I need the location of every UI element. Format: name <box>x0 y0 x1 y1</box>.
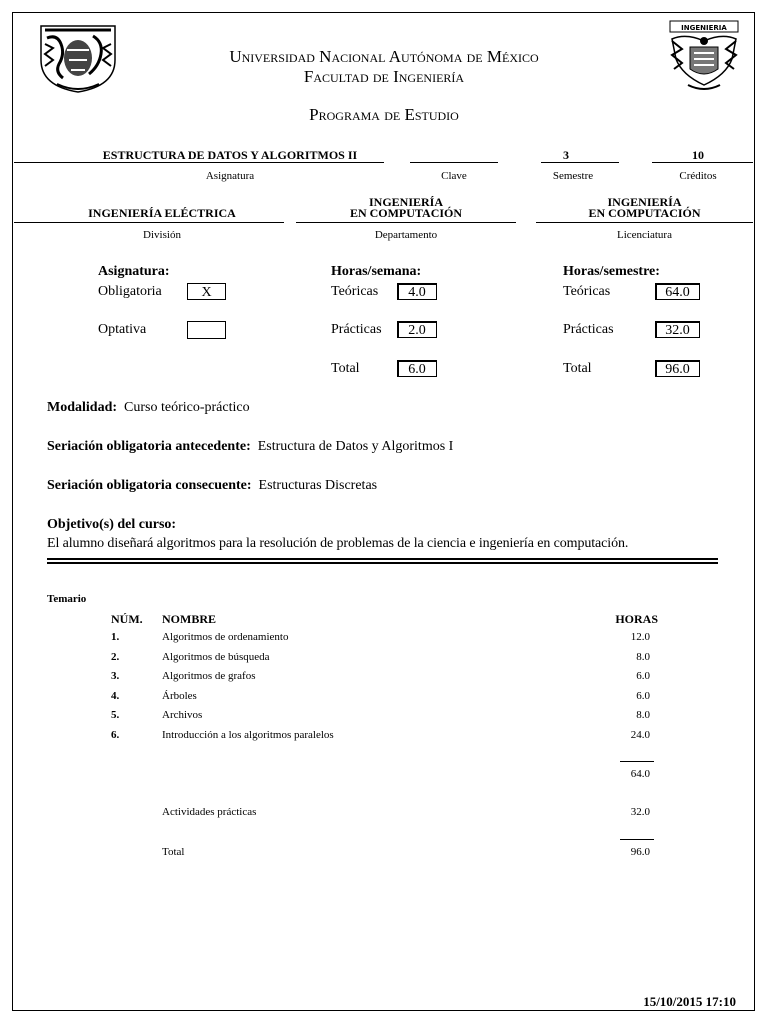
antecedente-row <box>47 439 453 455</box>
unam-logo <box>37 20 119 94</box>
modalidad-value: Curso teórico-práctico <box>124 400 250 415</box>
activities-hours: 32.0 <box>630 806 650 818</box>
antecedente-value: Estructura de Datos y Algoritmos I <box>257 439 454 454</box>
key-line <box>410 162 498 163</box>
university-name: Universidad Nacional Autónoma de México <box>229 47 539 66</box>
degree-line <box>536 222 753 223</box>
semana-teoricas-label: Teóricas <box>331 284 379 299</box>
key-label: Clave <box>441 170 467 182</box>
credits-value: 10 <box>692 148 704 162</box>
temario-row-num: 2. <box>111 651 120 663</box>
consecuente-label: Seriación obligatoria consecuente: <box>47 478 252 493</box>
optativa-box <box>187 321 226 339</box>
obligatoria-label: Obligatoria <box>98 284 162 299</box>
temario-row-name: Algoritmos de ordenamiento <box>162 631 289 643</box>
subject-label: Asignatura <box>205 170 255 182</box>
semester-label: Semestre <box>552 170 594 182</box>
total-label: Total <box>162 846 185 858</box>
antecedente-label: Seriación obligatoria antecedente: <box>47 439 251 454</box>
division-line <box>14 222 284 223</box>
semester-line <box>541 162 619 163</box>
semana-total-label: Total <box>331 361 360 376</box>
consecuente-value: Estructuras Discretas <box>258 478 378 493</box>
semana-practicas-box: 2.0 <box>397 321 437 338</box>
temario-row-num: 6. <box>111 729 120 741</box>
modalidad-row <box>47 400 250 416</box>
semana-practicas-label: Prácticas <box>331 322 382 337</box>
division-value: INGENIERÍA ELÉCTRICA <box>88 206 236 220</box>
semester-value: 3 <box>563 148 569 162</box>
temario-row-name: Algoritmos de búsqueda <box>162 651 270 663</box>
objetivo-text: El alumno diseñará algoritmos para la resolución de problemas de la ciencia e ingeniería en computación. <box>47 536 629 551</box>
horas-semestre-title: Horas/semestre: <box>563 264 660 279</box>
temario-row-hours: 12.0 <box>630 631 650 643</box>
degree-value-l2: EN COMPUTACIÓN <box>588 206 701 220</box>
department-label: Departamento <box>374 229 438 241</box>
semestre-teoricas-label: Teóricas <box>563 284 611 299</box>
department-value-l2: EN COMPUTACIÓN <box>349 206 463 220</box>
separator-top <box>47 558 718 560</box>
subtotal-line <box>620 761 654 762</box>
temario-row-hours: 8.0 <box>636 651 650 663</box>
division-label: División <box>143 229 181 241</box>
semana-teoricas-box: 4.0 <box>397 283 437 300</box>
degree-label: Licenciatura <box>617 229 672 241</box>
temario-row-hours: 24.0 <box>630 729 650 741</box>
temario-row-num: 5. <box>111 709 120 721</box>
temario-col-name: NOMBRE <box>162 612 216 626</box>
temario-row-num: 3. <box>111 670 120 682</box>
subtotal-hours: 64.0 <box>630 768 650 780</box>
obligatoria-box: X <box>187 283 226 300</box>
ingenieria-logo <box>666 19 742 95</box>
semestre-teoricas-box: 64.0 <box>655 283 700 300</box>
temario-row-name: Archivos <box>162 709 203 721</box>
semestre-total-label: Total <box>563 361 592 376</box>
temario-row-name: Árboles <box>162 690 197 702</box>
svg-text:INGENIERIA: INGENIERIA <box>681 24 727 32</box>
optativa-label: Optativa <box>98 322 147 337</box>
semestre-practicas-label: Prácticas <box>563 322 614 337</box>
temario-row-name: Introducción a los algoritmos paralelos <box>162 729 334 741</box>
department-line <box>296 222 516 223</box>
temario-row-name: Algoritmos de grafos <box>162 670 256 682</box>
semestre-practicas-box: 32.0 <box>655 321 700 338</box>
asignatura-title: Asignatura: <box>98 264 170 279</box>
activities-label: Actividades prácticas <box>162 806 257 818</box>
horas-semana-title: Horas/semana: <box>331 264 422 279</box>
degree-value-l1: INGENIERÍA <box>607 195 682 209</box>
temario-title: Temario <box>47 593 87 605</box>
temario-row-num: 4. <box>111 690 120 702</box>
objetivo-label: Objetivo(s) del curso: <box>47 517 177 532</box>
semestre-total-box: 96.0 <box>655 360 700 377</box>
total-line <box>620 839 654 840</box>
temario-row-num: 1. <box>111 631 120 643</box>
separator-bottom <box>47 562 718 564</box>
credits-label: Créditos <box>679 170 717 182</box>
subject-line <box>14 162 384 163</box>
subject-value: ESTRUCTURA DE DATOS Y ALGORITMOS II <box>102 148 358 162</box>
temario-col-num: NÚM. <box>111 612 143 626</box>
credits-line <box>652 162 753 163</box>
department-value-l1: INGENIERÍA <box>368 195 443 209</box>
total-hours: 96.0 <box>630 846 650 858</box>
program-title: Programa de Estudio <box>309 105 459 124</box>
temario-col-hours: HORAS <box>615 612 658 626</box>
footer-timestamp: 15/10/2015 17:10 <box>643 994 736 1009</box>
temario-row-hours: 6.0 <box>636 690 650 702</box>
temario-row-hours: 6.0 <box>636 670 650 682</box>
semana-total-box: 6.0 <box>397 360 437 377</box>
modalidad-label: Modalidad: <box>47 400 118 415</box>
temario-row-hours: 8.0 <box>636 709 650 721</box>
faculty-name: Facultad de Ingeniería <box>303 67 465 86</box>
consecuente-row <box>47 478 377 494</box>
